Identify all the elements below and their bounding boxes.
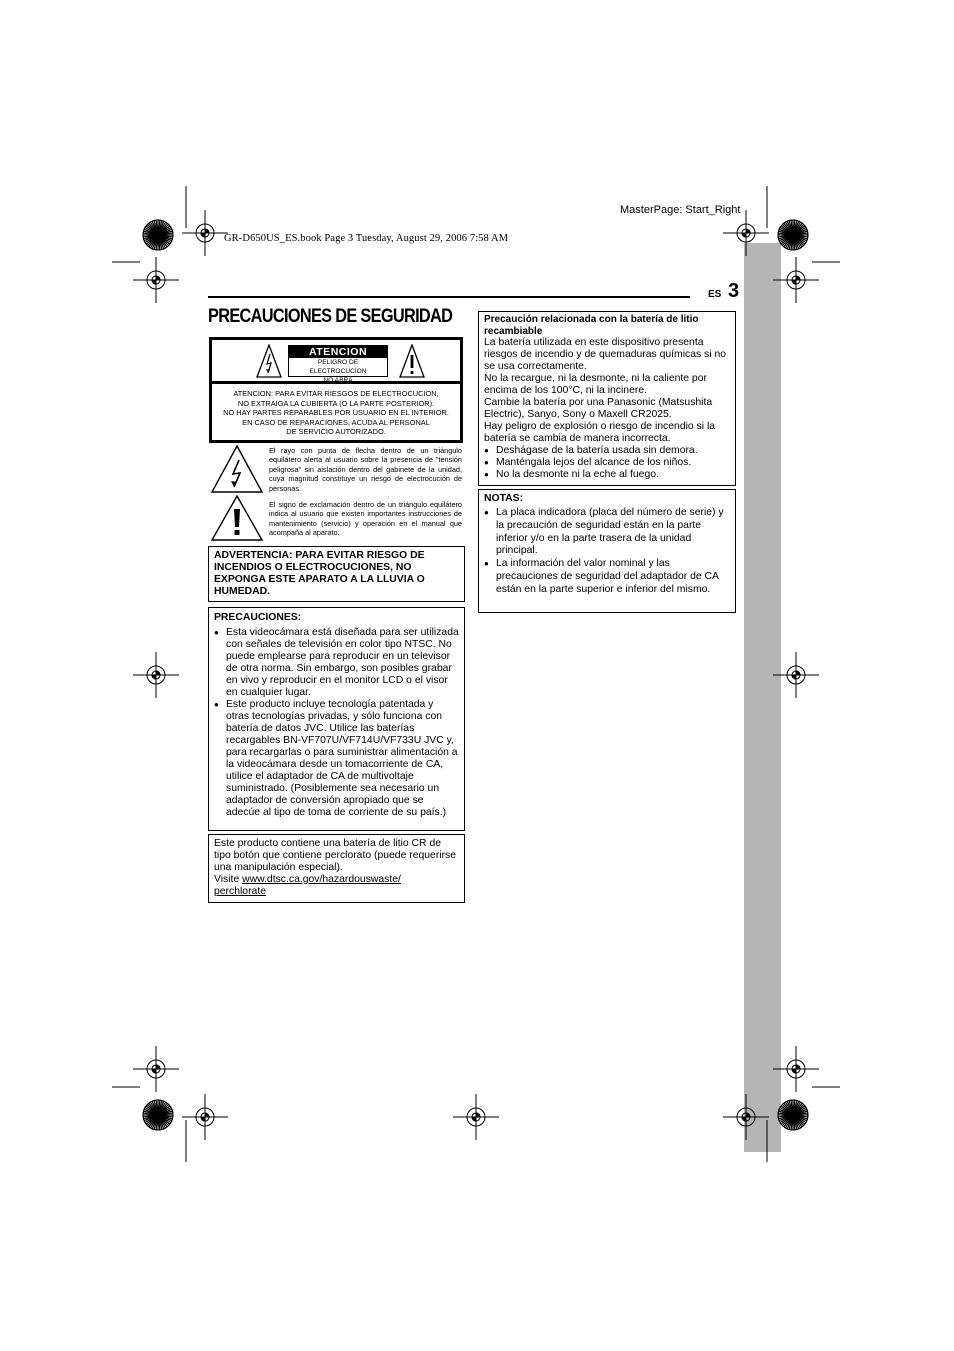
visit-label: Visite [214,874,243,885]
notas-heading: NOTAS: [484,493,524,504]
precauciones-box [208,607,465,831]
caution-line-2: NO EXTRAIGA LA CUBIERTA (O LA PARTE POSTERIOR). [237,398,435,408]
caution-line-4: EN CASO DE REPARACIONES, ACUDA AL PERSONAL [242,417,430,427]
perchlorate-text: Este producto contiene una batería de litio CR de tipo botón que contiene perclorato (puede requerirse una manipulación especial). [214,838,457,873]
dtsc-link[interactable]: www.dtsc.ca.gov/hazardouswaste/ [242,874,401,885]
list-item: ● Manténgala lejos del alcance de los niños. [484,457,730,469]
caution-line-3: NO HAY PARTES REPARABLES POR USUARIO EN EL INTERIOR. [223,408,449,418]
list-item: ● Este producto incluye tecnología patentada y otras tecnologías privadas, y sólo funciona con batería de datos JVC. Utilice las baterías recargables BN-VF707U/VF714U/VF733U JVC y, para recargarlas o para suministrar alimentación a la videocámara desde un tomacorriente de CA, utilice el adaptador de CA de multivoltaje suministrado. (Posiblemente sea necesario un adaptador de conversión apropiado que se adecúe al tipo de toma de corriente de su país.) [214,699,459,819]
precauciones-heading: PRECAUCIONES: [214,612,302,623]
lightning-triangle-icon [256,344,282,378]
exclamation-symbol-text: El signo de exclamación dentro de un triángulo equilátero indica al usuario que existen importantes instrucciones de mantenimiento (servicio) y operación en el manual que acompaña al aparato. [269,500,462,538]
list-item: ● La placa indicadora (placa del número de serie) y la precaución de seguridad están en la parte inferior y/o en la parte trasera de la unidad principal. [484,507,730,558]
list-item: ● La información del valor nominal y las precauciones de seguridad del adaptador de CA están en la parte superior e inferior del mismo. [484,558,730,596]
battery-p2: No la recargue, ni la desmonte, ni la caliente por encima de los 100°C, ni la incinere. [484,373,707,396]
lightning-symbol-text: El rayo con punta de flecha dentro de un triángulo equilátero alerta al usuario sobre la presencia de "tensión peligrosa" sin aislación dentro del gabinete de la unidad, cuya magnitud constituye un riesgo de electrocución de personas. [269,446,462,493]
perchlorate-box [208,834,465,903]
battery-p1: La batería utilizada en este dispositivo presenta riesgos de incendio y de quemaduras químicas si no se usa correctamente. [484,337,727,372]
battery-heading: Precaución relacionada con la batería de litio recambiable [484,314,699,337]
masterpage-label: MasterPage: Start_Right [620,204,741,216]
battery-p4: Hay peligro de explosión o riesgo de incendio si la batería se cambia de manera incorrecta. [484,421,716,444]
battery-p3: Cambie la batería por una Panasonic (Matsushita Electric), Sanyo, Sony o Maxell CR2025. [484,397,713,420]
exclamation-symbol-icon [210,494,264,542]
title-rule [208,296,690,298]
battery-caution-box [478,311,736,486]
caution-line-1: ATENCION: PARA EVITAR RIESGOS DE ELECTROCUCION, [233,389,439,398]
page-number: 3 [728,280,740,302]
atencion-sub1: PELIGRO DE ELECTROCUCION [309,359,367,375]
book-info-line: GR-D650US_ES.book Page 3 Tuesday, August 29, 2006 7:58 AM [224,233,509,244]
caution-label [209,337,463,443]
atencion-heading: ATENCION [289,346,387,358]
advertencia-text: ADVERTENCIA: PARA EVITAR RIESGO DE INCENDIOS O ELECTROCUCIONES, NO EXPONGA ESTE APARATO A LA LLUVIA O HUMEDAD. [214,550,425,597]
atencion-sub2: NO ABRA [323,377,353,384]
page-title: PRECAUCIONES DE SEGURIDAD [208,306,453,327]
list-item: ● Esta videocámara está diseñada para ser utilizada con señales de televisión en color tipo NTSC. No puede emplearse para reproducir en un televisor de otra norma. Sin embargo, son posibles grabar en vivo y reproducir en el monitor LCD o el visor en cualquier lugar. [214,627,459,699]
advertencia-box [208,546,465,602]
lightning-symbol-icon [210,444,264,494]
list-item: ● Deshágase de la batería usada sin demora. [484,445,730,457]
exclamation-triangle-icon [399,344,425,378]
language-code: ES [708,289,722,300]
caution-line-5: DE SERVICIO AUTORIZADO. [286,427,386,437]
notas-box [478,489,736,613]
list-item: ● No la desmonte ni la eche al fuego. [484,469,730,481]
dtsc-link-continued[interactable]: perchlorate [214,886,266,897]
